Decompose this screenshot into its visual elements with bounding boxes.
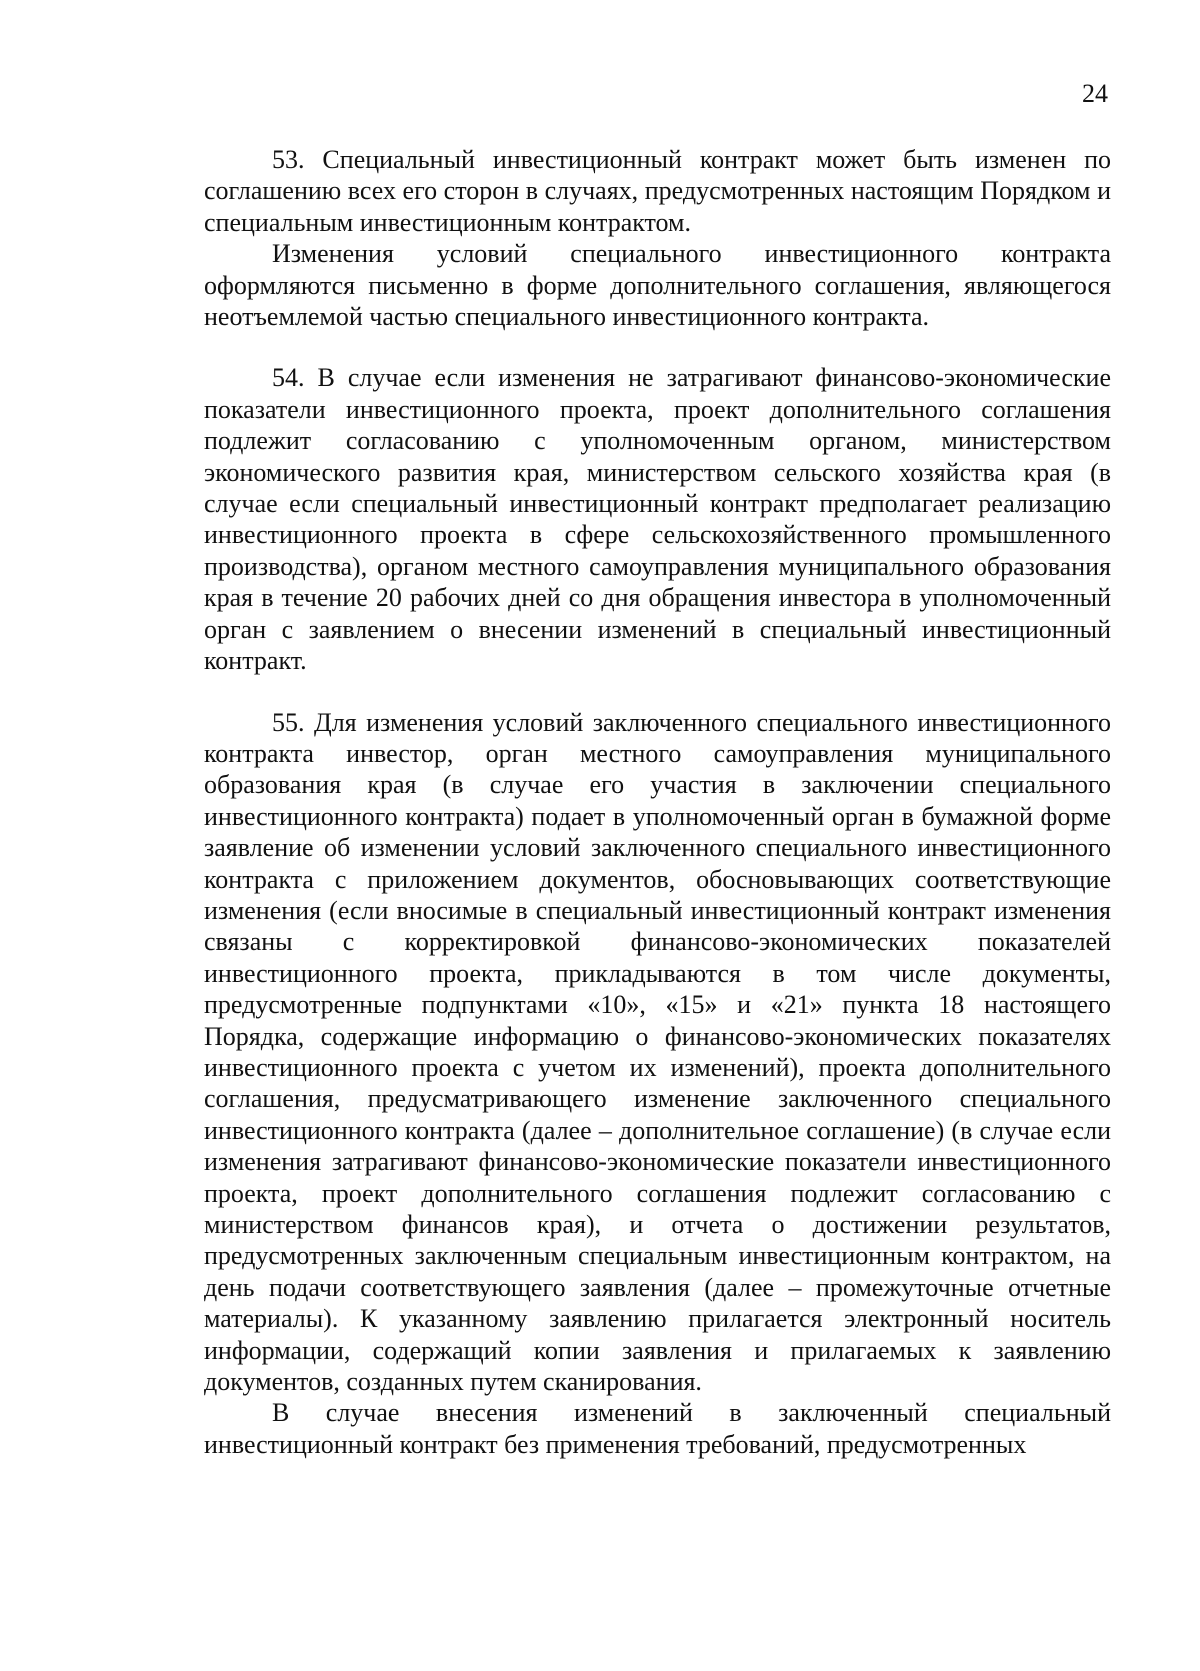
paragraph-53: 53. Специальный инвестиционный контракт может быть изменен по соглашению всех его сторон в случаях, предусмотренных настоящим Порядком и специальным инвестиционным контрактом. (204, 145, 1111, 237)
paragraph-55-continuation: В случае внесения изменений в заключенный специальный инвестиционный контракт без применения требований, предусмотренных (204, 1398, 1111, 1459)
paragraph-55: 55. Для изменения условий заключенного специального инвестиционного контракта инвестор, орган местного самоуправления муниципального образования края (в случае его участия в заключении специального инвестиционного контракта) подает в уполномоченный орган в бумажной форме заявление об изменении условий заключенного специального инвестиционного контракта с приложением документов, обосновывающих соответствующие изменения (если вносимые в специальный инвестиционный контракт изменения связаны с корректировкой финансово-экономических показателей инвестиционного проекта, прикладываются в том числе документы, предусмотренные подпунктами «10», «15» и «21» пункта 18 настоящего Порядка, содержащие информацию о финансово-экономических показателях инвестиционного проекта с учетом их изменений), проекта дополнительного соглашения, предусматривающего изменение заключенного специального инвестиционного контракта (далее – дополнительное соглашение) (в случае если изменения затрагивают финансово-экономические показатели инвестиционного проекта, проект дополнительного соглашения подлежит согласованию с министерством финансов края), и отчета о достижении результатов, предусмотренных заключенным специальным инвестиционным контрактом, на день подачи соответствующего заявления (далее – промежуточные отчетные материалы). К указанному заявлению прилагается электронный носитель информации, содержащий копии заявления и прилагаемых к заявлению документов, созданных путем сканирования. (204, 707, 1111, 1397)
page-number: 24 (1082, 79, 1108, 108)
document-body (204, 144, 1111, 1460)
paragraph-54: 54. В случае если изменения не затрагивают финансово-экономические показатели инвестиционного проекта, проект дополнительного соглашения подлежит согласованию с уполномоченным органом, министерством экономического развития края, министерством сельского хозяйства края (в случае если специальный инвестиционный контракт предполагает реализацию инвестиционного проекта в сфере сельскохозяйственного промышленного производства), органом местного самоуправления муниципального образования края в течение 20 рабочих дней со дня обращения инвестора в уполномоченный орган с заявлением о внесении изменений в специальный инвестиционный контракт. (204, 363, 1111, 676)
paragraph-53-continuation: Изменения условий специального инвестиционного контракта оформляются письменно в форме дополнительного соглашения, являющегося неотъемлемой частью специального инвестиционного контракта. (204, 239, 1111, 332)
